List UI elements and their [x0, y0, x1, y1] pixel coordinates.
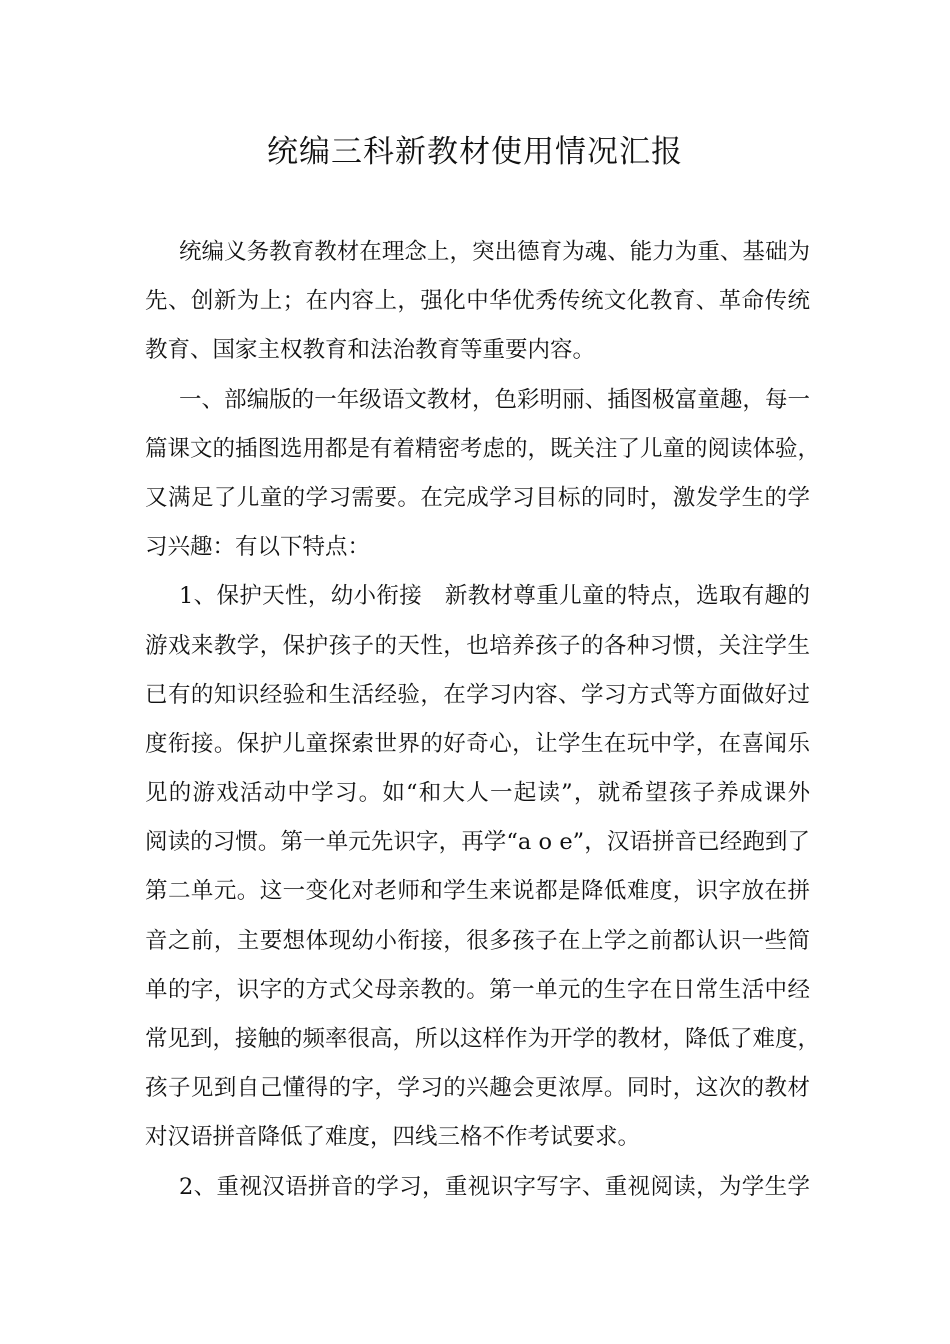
paragraph-line: 阅读的习惯。第一单元先识字，再学“a o e”，汉语拼音已经跑到了: [145, 829, 810, 856]
paragraph-line: 度衔接。保护儿童探索世界的好奇心，让学生在玩中学，在喜闻乐: [145, 730, 810, 757]
paragraph-line: 游戏来教学，保护孩子的天性，也培养孩子的各种习惯，关注学生: [145, 632, 810, 659]
paragraph-line: 统编义务教育教材在理念上，突出德育为魂、能力为重、基础为: [179, 239, 810, 265]
paragraph-line: 第二单元。这一变化对老师和学生来说都是降低难度，识字放在拼: [145, 878, 810, 905]
paragraph-line: 对汉语拼音降低了难度，四线三格不作考试要求。: [145, 1124, 641, 1151]
document-title: 统编三科新教材使用情况汇报: [267, 134, 683, 170]
paragraph-line: 音之前，主要想体现幼小衔接，很多孩子在上学之前都认识一些简: [145, 927, 810, 954]
paragraph-line: 2、重视汉语拼音的学习，重视识字写字、重视阅读，为学生学: [179, 1173, 810, 1200]
paragraph-line: 单的字，识字的方式父母亲教的。第一单元的生字在日常生活中经: [145, 976, 810, 1003]
paragraph-line: 1、保护天性，幼小衔接 新教材尊重儿童的特点，选取有趣的: [179, 583, 810, 610]
paragraph-line: 常见到，接触的频率很高，所以这样作为开学的教材，降低了难度，: [145, 1026, 821, 1052]
paragraph-line: 教育、国家主权教育和法治教育等重要内容。: [145, 337, 596, 364]
paragraph-line: 习兴趣：有以下特点：: [145, 534, 371, 561]
document-body: [145, 228, 821, 1212]
paragraph-line: 先、创新为上；在内容上，强化中华优秀传统文化教育、革命传统: [145, 288, 810, 315]
paragraph-line: 见的游戏活动中学习。如“和大人一起读”，就希望孩子养成课外: [145, 780, 810, 807]
paragraph-line: 篇课文的插图选用都是有着精密考虑的，既关注了儿童的阅读体验，: [145, 435, 821, 462]
paragraph-line: 一、部编版的一年级语文教材，色彩明丽、插图极富童趣，每一: [179, 386, 810, 413]
paragraph-line: 已有的知识经验和生活经验，在学习内容、学习方式等方面做好过: [145, 681, 810, 708]
paragraph-line: 又满足了儿童的学习需要。在完成学习目标的同时，激发学生的学: [145, 484, 810, 511]
paragraph-line: 孩子见到自己懂得的字，学习的兴趣会更浓厚。同时，这次的教材: [145, 1075, 810, 1102]
